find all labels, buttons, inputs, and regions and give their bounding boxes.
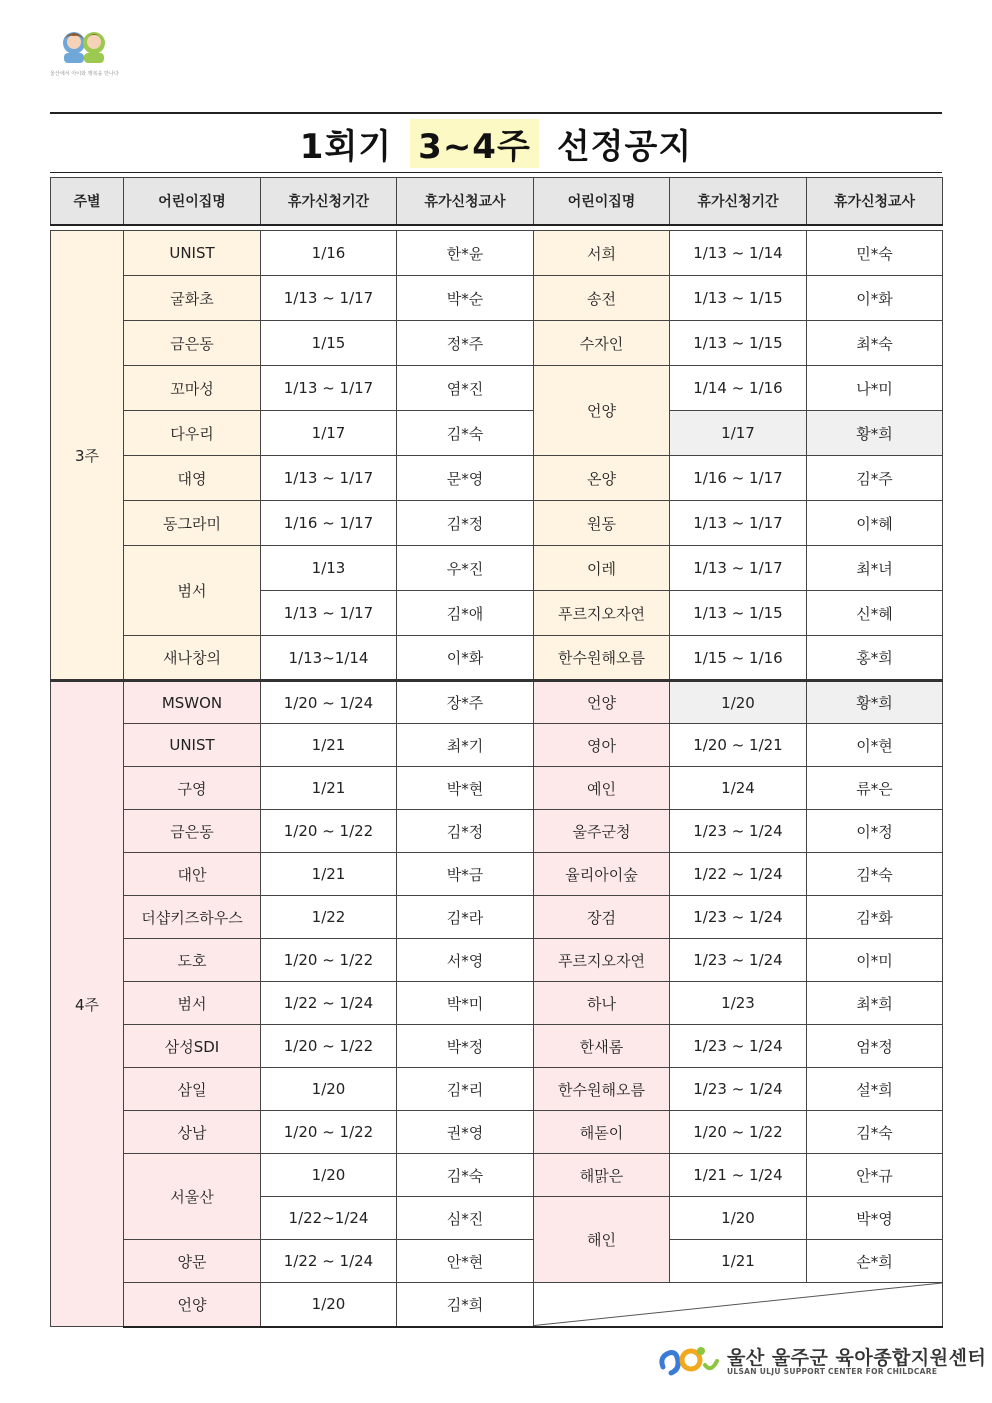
daycare-name: 한새롬 [534,1025,670,1068]
teacher-name: 이*화 [397,636,534,681]
teacher-name: 정*주 [397,321,534,366]
teacher-name: 김*정 [397,810,534,853]
table-row [51,1240,943,1283]
table-row [51,939,943,982]
leave-period: 1/21 [670,1240,807,1283]
leave-period: 1/14 ~ 1/16 [670,366,807,411]
daycare-name: 대안 [124,853,261,896]
daycare-name: 해돋이 [534,1111,670,1154]
table-row [51,982,943,1025]
table-row [51,546,943,591]
teacher-name: 한*윤 [397,231,534,276]
leave-period: 1/22 [261,896,397,939]
leave-period: 1/17 [261,411,397,456]
daycare-name: 동그라미 [124,501,261,546]
leave-period: 1/20 ~ 1/22 [261,939,397,982]
daycare-name: 한수원해오름 [534,636,670,681]
teacher-name: 최*희 [807,982,943,1025]
teacher-name: 이*혜 [807,501,943,546]
daycare-name: 푸르지오자연 [534,591,670,636]
daycare-name: 양문 [124,1240,261,1283]
teacher-name: 김*화 [807,896,943,939]
teacher-name: 심*진 [397,1197,534,1240]
diagonal-line-icon [534,1283,942,1326]
teacher-name: 염*진 [397,366,534,411]
teacher-name: 이*정 [807,810,943,853]
table-row [51,276,943,321]
teacher-name: 류*은 [807,767,943,810]
leave-period: 1/13 ~ 1/17 [670,546,807,591]
leave-period: 1/20 [261,1154,397,1197]
teacher-name: 서*영 [397,939,534,982]
center-logo-top [50,27,132,81]
leave-period: 1/13 ~ 1/17 [670,501,807,546]
leave-period: 1/17 [670,411,807,456]
teacher-name: 이*화 [807,276,943,321]
teacher-name: 박*정 [397,1025,534,1068]
teacher-name: 나*미 [807,366,943,411]
daycare-name: 온양 [534,456,670,501]
leave-period: 1/20 [670,1197,807,1240]
teacher-name: 김*숙 [807,1111,943,1154]
daycare-name: 삼성SDI [124,1025,261,1068]
teacher-name: 박*순 [397,276,534,321]
table-row [51,636,943,681]
teacher-name: 박*금 [397,853,534,896]
teacher-name: 이*미 [807,939,943,982]
leave-period: 1/20 ~ 1/21 [670,724,807,767]
daycare-name: 한수원해오름 [534,1068,670,1111]
daycare-name: 굴화초 [124,276,261,321]
teacher-name: 우*진 [397,546,534,591]
leave-period: 1/20 ~ 1/22 [261,810,397,853]
leave-period: 1/23 [670,982,807,1025]
table-row [51,1025,943,1068]
daycare-name: 삼일 [124,1068,261,1111]
leave-period: 1/13 ~ 1/15 [670,591,807,636]
teacher-name: 박*미 [397,982,534,1025]
leave-period: 1/13 [261,546,397,591]
leave-period: 1/23 ~ 1/24 [670,810,807,853]
leave-period: 1/16 ~ 1/17 [261,501,397,546]
teacher-name: 최*숙 [807,321,943,366]
table-row [51,366,943,411]
table-row [51,724,943,767]
table-row [51,231,943,276]
daycare-name: 예인 [534,767,670,810]
teacher-name: 김*라 [397,896,534,939]
teacher-name: 엄*정 [807,1025,943,1068]
daycare-name: 해인 [534,1197,670,1283]
week-label: 4주 [51,681,124,1327]
leave-period: 1/24 [670,767,807,810]
daycare-name: 더샵키즈하우스 [124,896,261,939]
daycare-name: 하나 [534,982,670,1025]
leave-period: 1/20 ~ 1/22 [261,1025,397,1068]
leave-period: 1/15 [261,321,397,366]
leave-period: 1/15 ~ 1/16 [670,636,807,681]
daycare-name: 수자인 [534,321,670,366]
leave-period: 1/23 ~ 1/24 [670,1025,807,1068]
teacher-name: 설*희 [807,1068,943,1111]
teacher-name: 이*현 [807,724,943,767]
daycare-name: 원동 [534,501,670,546]
daycare-name: 금은동 [124,321,261,366]
table-row [51,1283,943,1327]
teacher-name: 황*희 [807,681,943,724]
table-row [51,1111,943,1154]
daycare-name: UNIST [124,231,261,276]
teacher-name: 손*희 [807,1240,943,1283]
daycare-name: 서희 [534,231,670,276]
leave-period: 1/23 ~ 1/24 [670,939,807,982]
daycare-name: 푸르지오자연 [534,939,670,982]
leave-period: 1/16 ~ 1/17 [670,456,807,501]
leave-period: 1/22 ~ 1/24 [261,1240,397,1283]
daycare-name: 율리아이숲 [534,853,670,896]
table-row [51,810,943,853]
teacher-name: 박*영 [807,1197,943,1240]
teacher-name: 안*현 [397,1240,534,1283]
daycare-name: 도호 [124,939,261,982]
header-teacher-right: 휴가신청교사 [807,178,943,226]
daycare-name: 영아 [534,724,670,767]
table-row [51,411,943,456]
leave-period: 1/21 ~ 1/24 [670,1154,807,1197]
daycare-name: 범서 [124,982,261,1025]
daycare-name: 상남 [124,1111,261,1154]
center-name: 울산 울주군 육아종합지원센터 [727,1347,987,1369]
teacher-name: 김*희 [397,1283,534,1327]
page-title [300,119,692,168]
teacher-name: 권*영 [397,1111,534,1154]
leave-period: 1/13 ~ 1/17 [261,276,397,321]
daycare-name: 대영 [124,456,261,501]
leave-period: 1/13~1/14 [261,636,397,681]
daycare-name: 다우리 [124,411,261,456]
daycare-name: 서울산 [124,1154,261,1240]
daycare-name: 언양 [124,1283,261,1327]
daycare-name: 금은동 [124,810,261,853]
daycare-name: 구영 [124,767,261,810]
family-logo-icon [50,27,132,71]
daycare-name: MSWON [124,681,261,724]
teacher-name: 문*영 [397,456,534,501]
title-weeks: 3~4주 [410,119,539,168]
leave-period: 1/13 ~ 1/14 [670,231,807,276]
leave-period: 1/21 [261,767,397,810]
leave-period: 1/20 [670,681,807,724]
leave-period: 1/13 ~ 1/15 [670,321,807,366]
teacher-name: 최*기 [397,724,534,767]
daycare-name: UNIST [124,724,261,767]
daycare-name: 송전 [534,276,670,321]
teacher-name: 안*규 [807,1154,943,1197]
center-logo-bottom [655,1343,987,1379]
leave-period: 1/21 [261,724,397,767]
daycare-name: 해맑은 [534,1154,670,1197]
leave-period: 1/13 ~ 1/15 [670,276,807,321]
center-name-english: ULSAN ULJU SUPPORT CENTER FOR CHILDCARE [727,1367,938,1376]
daycare-name: 장검 [534,896,670,939]
teacher-name: 신*혜 [807,591,943,636]
teacher-name: 장*주 [397,681,534,724]
teacher-name: 황*희 [807,411,943,456]
header-daycare: 어린이집명 [124,178,261,226]
leave-period: 1/13 ~ 1/17 [261,591,397,636]
logo-tagline: 울산에서 아이와 행복을 만나다 [50,70,119,77]
title-bar [50,112,942,173]
header-week: 주별 [51,178,124,226]
daycare-name: 울주군청 [534,810,670,853]
teacher-name: 박*현 [397,767,534,810]
teacher-name: 최*녀 [807,546,943,591]
teacher-name: 민*숙 [807,231,943,276]
leave-period: 1/22~1/24 [261,1197,397,1240]
empty-slot [534,1283,943,1327]
table-row [51,1068,943,1111]
header-daycare-right: 어린이집명 [534,178,670,226]
teacher-name: 김*숙 [397,411,534,456]
leave-period: 1/16 [261,231,397,276]
selection-table [50,177,943,1328]
daycare-name: 언양 [534,681,670,724]
daycare-name: 꼬마성 [124,366,261,411]
daycare-name: 언양 [534,366,670,456]
header-period-right: 휴가신청기간 [670,178,807,226]
teacher-name: 김*숙 [397,1154,534,1197]
daycare-name: 새나창의 [124,636,261,681]
title-session: 1회기 [299,126,393,167]
table-row [51,767,943,810]
leave-period: 1/23 ~ 1/24 [670,896,807,939]
leave-period: 1/22 ~ 1/24 [261,982,397,1025]
leave-period: 1/20 ~ 1/24 [261,681,397,724]
teacher-name: 김*리 [397,1068,534,1111]
teacher-name: 홍*희 [807,636,943,681]
table-row [51,896,943,939]
center-emblem-icon [655,1343,721,1377]
table-row [51,853,943,896]
teacher-name: 김*주 [807,456,943,501]
leave-period: 1/13 ~ 1/17 [261,366,397,411]
leave-period: 1/20 [261,1068,397,1111]
leave-period: 1/20 ~ 1/22 [670,1111,807,1154]
leave-period: 1/23 ~ 1/24 [670,1068,807,1111]
teacher-name: 김*숙 [807,853,943,896]
table-row [51,456,943,501]
header-teacher: 휴가신청교사 [397,178,534,226]
teacher-name: 김*정 [397,501,534,546]
teacher-name: 김*애 [397,591,534,636]
table-row [51,681,943,724]
title-notice: 선정공지 [556,126,693,167]
daycare-name: 범서 [124,546,261,636]
leave-period: 1/22 ~ 1/24 [670,853,807,896]
leave-period: 1/21 [261,853,397,896]
header-period: 휴가신청기간 [261,178,397,226]
table-header-row [51,178,943,226]
daycare-name: 이레 [534,546,670,591]
table-row [51,321,943,366]
leave-period: 1/20 ~ 1/22 [261,1111,397,1154]
table-row [51,501,943,546]
leave-period: 1/20 [261,1283,397,1327]
leave-period: 1/13 ~ 1/17 [261,456,397,501]
table-row [51,1154,943,1197]
week-label: 3주 [51,231,124,681]
